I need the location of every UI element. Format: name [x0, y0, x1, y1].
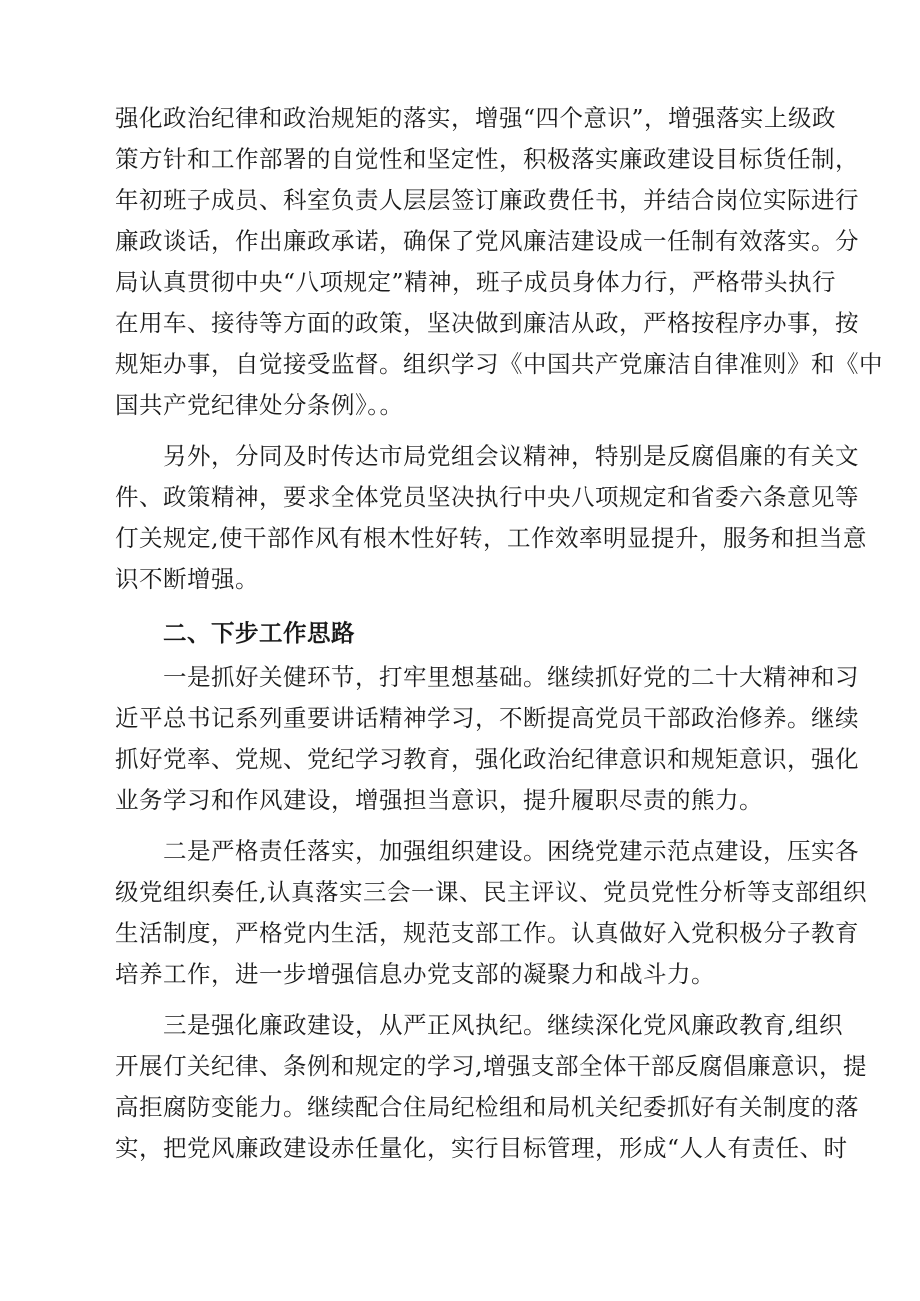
text-line: 生活制度，严格党内生活，规范支部工作。认真做好入党积极分子教育 — [115, 919, 859, 947]
section-heading: 二、下步工作思路 — [163, 619, 355, 647]
text-line: 级党组织奏任,认真落实三会一课、民主评议、党员党性分析等支部组织 — [115, 878, 867, 906]
text-line: 件、政策精神，要求全体党员坚决执行中央八项规定和省委六条意见等 — [115, 483, 859, 511]
text-line: 强化政治纪律和政治规矩的落实，增强“四个意识”，增强落实上级政 — [115, 104, 837, 132]
paragraph-meeting-spirit — [115, 436, 867, 600]
text-line: 近平总书记系列重要讲话精神学习，不断提高党员干部政治修养。继续 — [115, 704, 859, 732]
text-line: 另外，分同及时传达市局党组会议精神，特别是反腐倡廉的有关文 — [163, 442, 859, 470]
paragraph-discipline — [115, 98, 883, 426]
text-line: 廉政谈话，作出廉政承诺，确保了党风廉洁建设成一任制有效落实。分 — [115, 227, 859, 255]
paragraph-point-three — [115, 1005, 867, 1169]
text-line: 二是严格责任落实，加强组织建设。困绕党建示范点建设，压实各 — [163, 837, 859, 865]
text-line: 局认真贯彻中央“八项规定”精神，班子成员身体力行，严格带头执行 — [115, 268, 837, 296]
text-line: 三是强化廉政建设，从严正风执纪。继续深化党风廉政教育,组织 — [163, 1011, 843, 1039]
text-line: 高拒腐防变能力。继续配合住局纪检组和局机关纪委抓好有关制度的落 — [115, 1093, 859, 1121]
text-line: 规矩办事，自觉接受监督。组织学习《中国共产党廉洁自律准则》和《中 — [115, 350, 883, 378]
text-line: 开展仃关纪律、条例和规定的学习,增强支部全体干部反腐倡廉意识，提 — [115, 1052, 867, 1080]
text-line: 识不断增强。 — [115, 565, 259, 593]
text-line: 抓好党率、党规、党纪学习教育，强化政治纪律意识和规矩意识，强化 — [115, 745, 859, 773]
text-line: 业务学习和作风建设，增强担当意识，提升履职尽责的熊力。 — [115, 786, 763, 814]
text-line: 实，把党风廉政建设赤任量化，实行目标管理，形成“人人有责任、时 — [115, 1134, 848, 1162]
text-line: 年初班子成员、科室负责人层层签订廉政费任书，并结合岗位实际进行 — [115, 186, 859, 214]
paragraph-point-two — [115, 831, 867, 995]
text-line: 在用车、接待等方面的政策，坚决做到廉洁从政，严格按程序办事，按 — [115, 309, 859, 337]
document-body — [115, 98, 883, 1169]
text-line: 国共产党纪律处分条例》。。 — [115, 391, 404, 419]
text-line: 培养工作，进一步增强信息办党支部的凝聚力和战斗力。 — [115, 960, 715, 988]
paragraph-point-one — [115, 657, 859, 821]
text-line: 仃关规定,使干部作风有根木性好转，工作效率明显提升，服务和担当意 — [115, 524, 867, 552]
text-line: 一是抓好关健环节，打牢里想基础。继续抓好党的二十大精神和习 — [163, 663, 859, 691]
text-line: 策方针和工作部署的自觉性和坚定性，积极落实廉政建设目标货任制， — [115, 145, 859, 173]
